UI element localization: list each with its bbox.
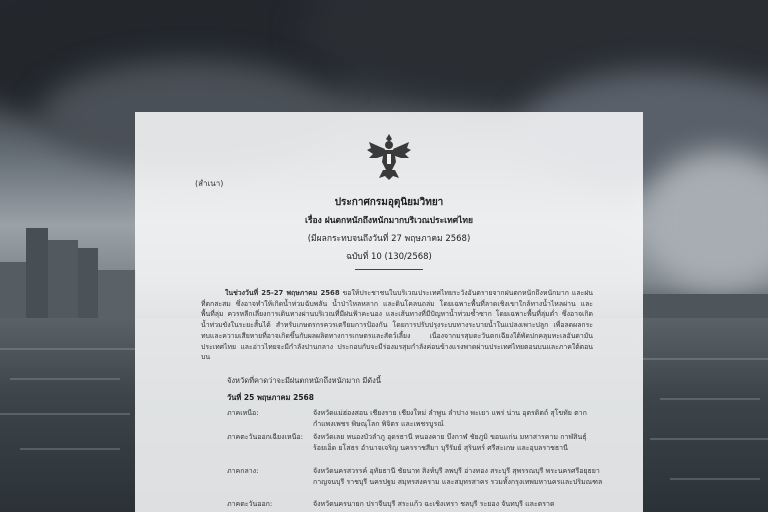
- copy-marker: (สำเนา): [195, 179, 224, 188]
- region-central-provinces: จังหวัดนครสวรรค์ อุทัยธานี ชัยนาท สิงห์บุรี ลพบุรี อ่างทอง สระบุรี สุพรรณบุรี พระนครศรีอยุธยา กาญจนบุรี ราชบุรี นครปฐม สมุทรสงคราม และสมุทรสาคร รวมทั้งกรุงเทพมหานครและปริมณฑล: [313, 467, 603, 486]
- shoreline: [643, 294, 768, 320]
- building: [48, 240, 78, 320]
- region-north-label: ภาคเหนือ:: [227, 409, 259, 417]
- building: [98, 270, 136, 320]
- announcement-body: [201, 288, 593, 363]
- announcement-document: [135, 112, 643, 512]
- date-heading: วันที่ 25 พฤษภาคม 2568: [227, 393, 314, 402]
- region-central-label: ภาคกลาง:: [227, 467, 259, 475]
- garuda-emblem-icon: [365, 132, 413, 182]
- province-list-intro: จังหวัดที่คาดว่าจะมีฝนตกหนักถึงหนักมาก มีดังนี้: [227, 376, 381, 385]
- region-northeast-provinces: จังหวัดเลย หนองบัวลำภู อุดรธานี หนองคาย บึงกาฬ ชัยภูมิ ขอนแก่น มหาสารคาม กาฬสินธุ์ ร้อยเอ็ด ยโสธร อำนาจเจริญ นครราชสีมา บุรีรัมย์ สุรินทร์ ศรีสะเกษ และอุบลราชธานี: [313, 433, 587, 452]
- building: [26, 228, 48, 320]
- divider: [355, 269, 423, 270]
- body-rest: ขอให้ประชาชนในบริเวณประเทศไทยระวังอันตรายจากฝนตกหนักถึงหนักมาก และฝนที่ตกสะสม ซึ่งอาจทำให้เกิดน้ำท่วมฉับพลัน น้ำป่าไหลหลาก และดินโคลนถล่ม โดยเฉพาะพื้นที่ลาดเชิงเขาใกล้ทางน้ำไหลผ่าน และพื้นที่ลุ่ม ควรหลีกเลี่ยงการเดินทางผ่านบริเวณที่มีฝนฟ้าคะนอง และเส้นทางที่มีปัญหาน้ำท่วมซ้ำซาก โดยเฉพาะพื้นที่ลุ่มต่ำ ซึ่งอาจเกิดน้ำท่วมขังในระยะสั้นได้ สำหรับเกษตรกรควรเตรียมการป้องกัน โดยการปรับปรุงระบบทางระบายน้ำในแปลงเพาะปลูก เพื่อลดผลกระทบและความเสียหายที่อาจเกิดขึ้นกับผลผลิตทางการเกษตรและสัตว์เลี้ยง เนื่องจากมรสุมตะวันตกเฉียงใต้พัดปกคลุมทะเลอันดามัน ประเทศไทย และอ่าวไทยจะมีกำลังปานกลาง ประกอบกับจะมีร่องมรสุมกำลังค่อนข้างแรงพาดผ่านประเทศไทยตอนบนและภาคใต้ตอนบน: [201, 289, 593, 362]
- building: [78, 248, 98, 320]
- region-northeast-label: ภาคตะวันออกเฉียงเหนือ:: [227, 433, 303, 441]
- document-subject: เรื่อง ฝนตกหนักถึงหนักมากบริเวณประเทศไทย: [305, 216, 473, 226]
- building: [0, 262, 26, 320]
- effect-period: (มีผลกระทบจนถึงวันที่ 27 พฤษภาคม 2568): [307, 234, 471, 244]
- region-east-provinces: จังหวัดนครนายก ปราจีนบุรี สระแก้ว ฉะเชิงเทรา ชลบุรี ระยอง จันทบุรี และตราด: [313, 500, 555, 508]
- body-lead: ในช่วงวันที่ 25-27 พฤษภาคม 2568: [225, 289, 340, 297]
- document-title: ประกาศกรมอุตุนิยมวิทยา: [334, 197, 444, 208]
- region-north-provinces: จังหวัดแม่ฮ่องสอน เชียงราย เชียงใหม่ ลำพูน ลำปาง พะเยา แพร่ น่าน อุตรดิตถ์ สุโขทัย ตาก กำแพงเพชร พิษณุโลก พิจิตร และเพชรบูรณ์: [313, 409, 587, 428]
- issue-number: ฉบับที่ 10 (130/2568): [346, 252, 432, 262]
- region-east-label: ภาคตะวันออก:: [227, 500, 273, 508]
